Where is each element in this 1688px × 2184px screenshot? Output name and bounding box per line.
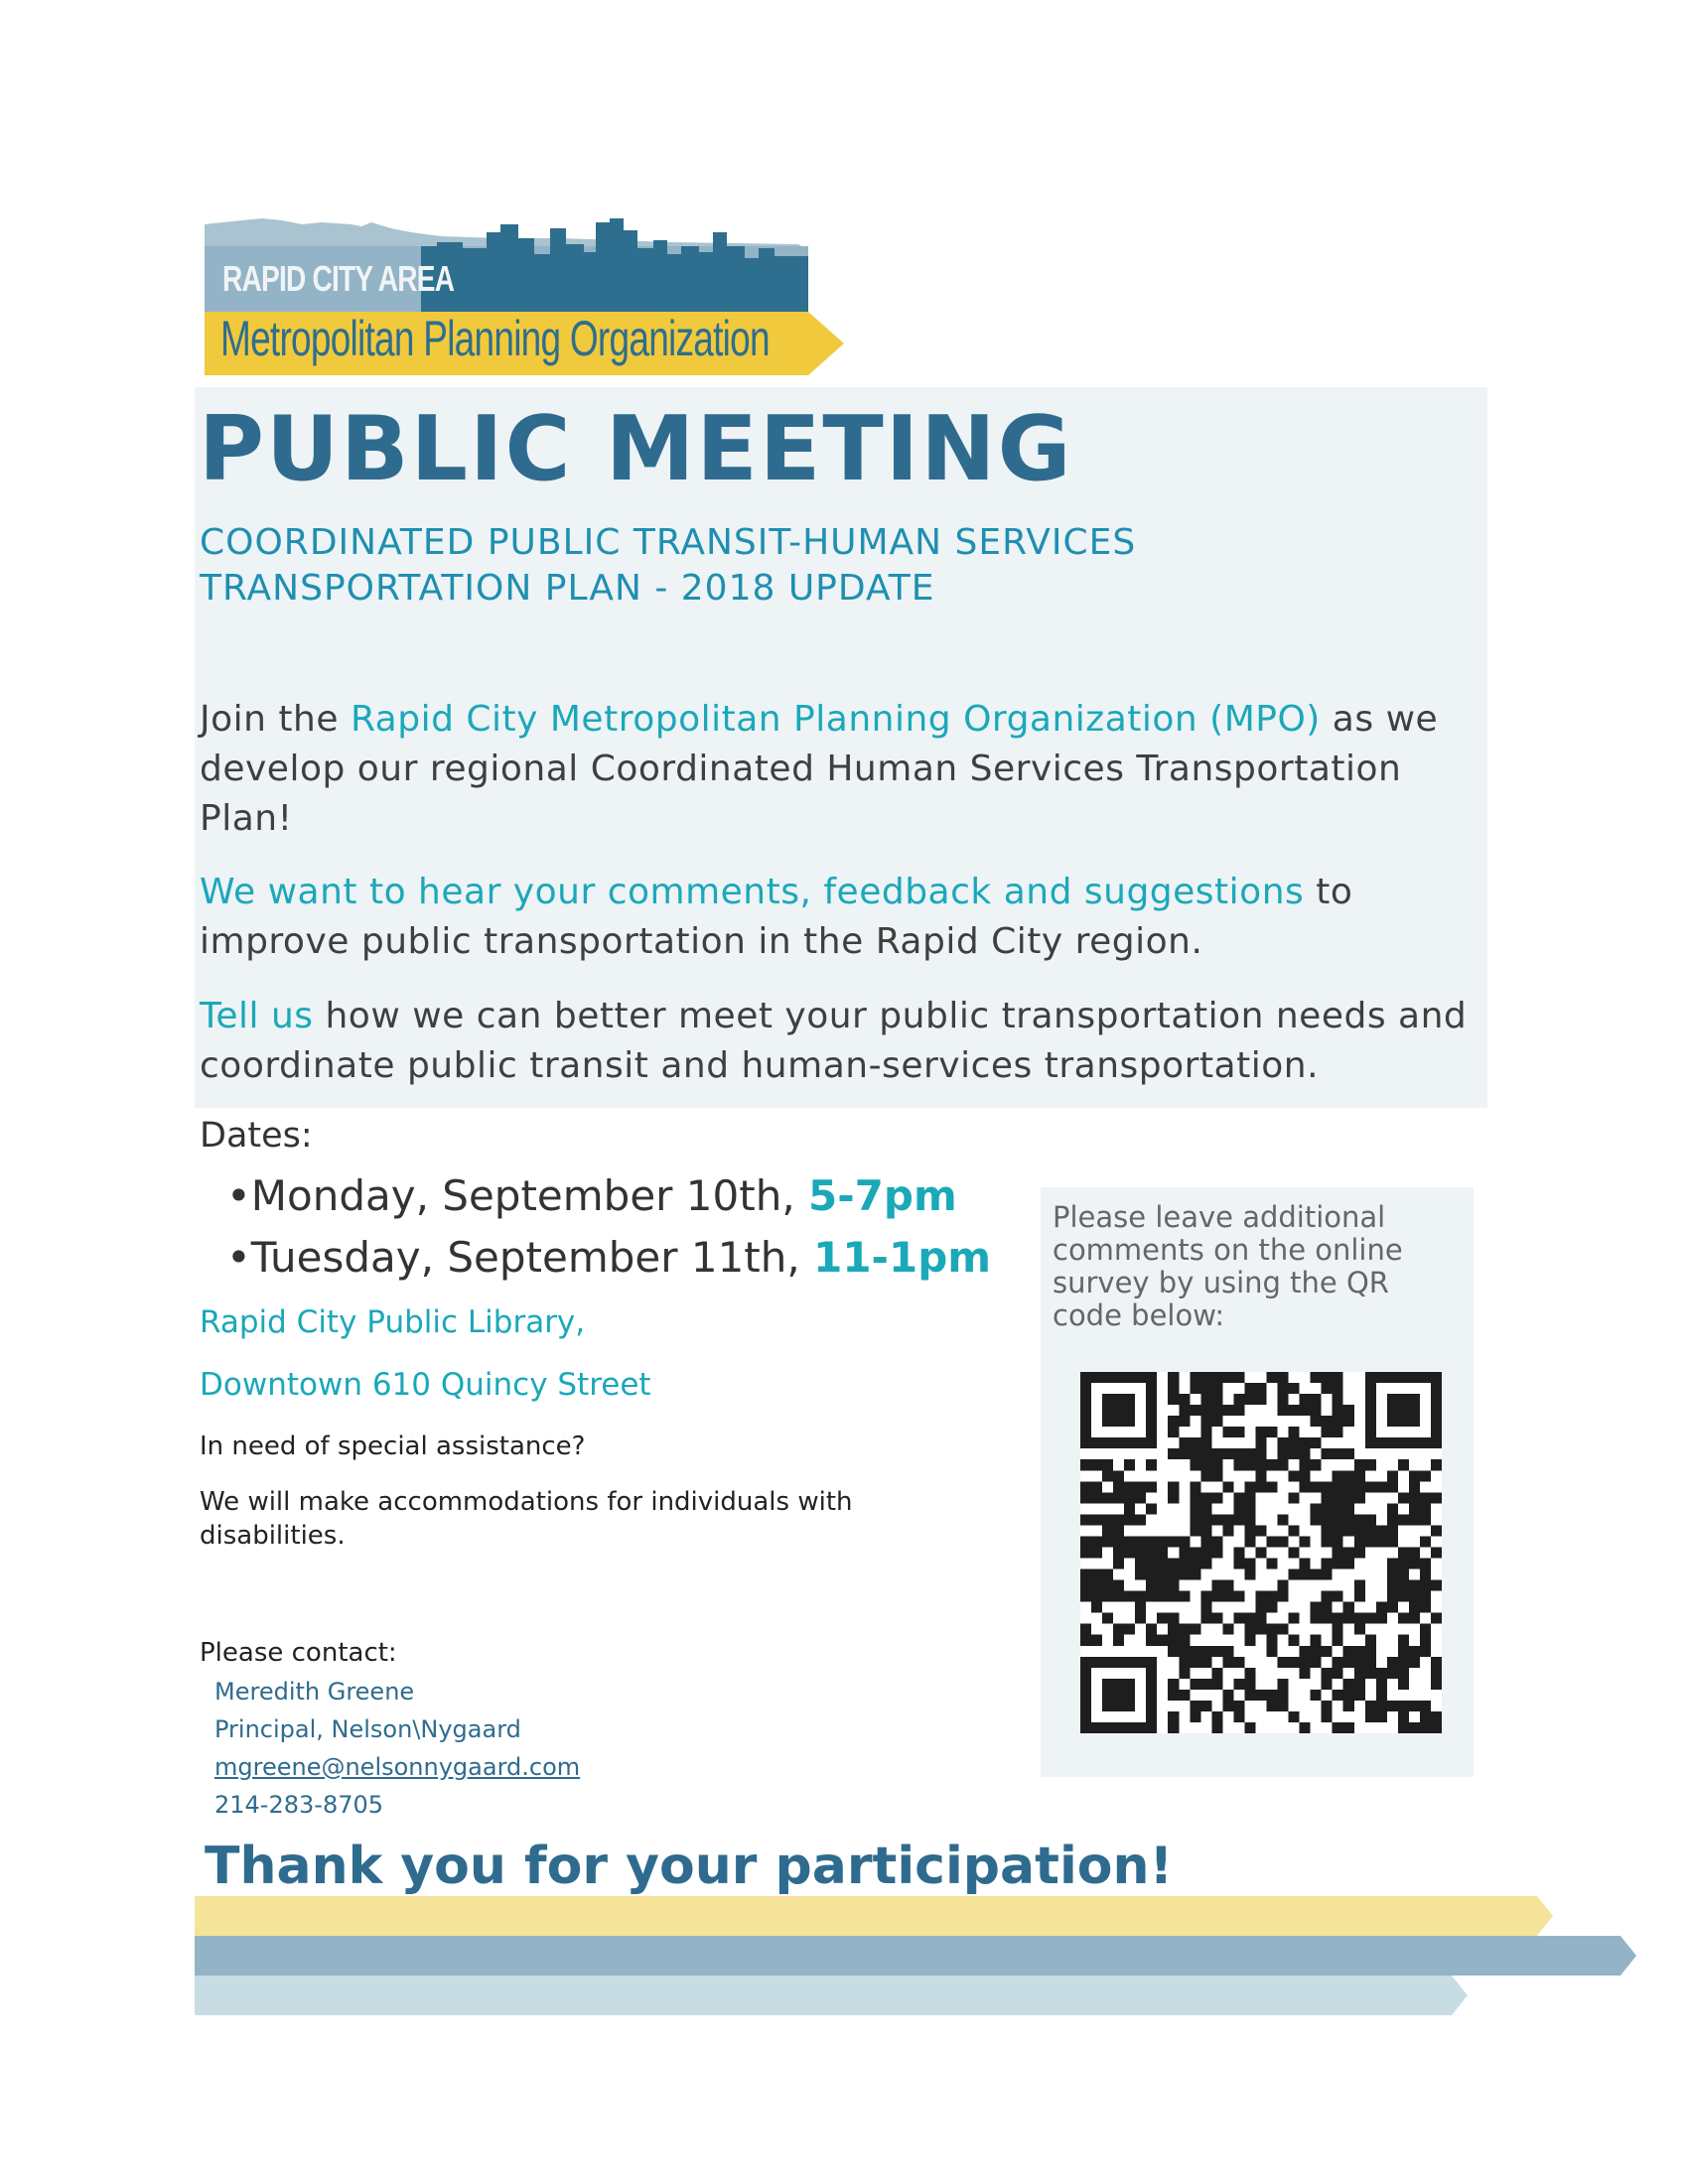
date-item bbox=[226, 1171, 957, 1220]
assistance-answer: We will make accommodations for individuals with disabilities. bbox=[200, 1487, 853, 1551]
contact-role: Principal, Nelson\Nygaard bbox=[214, 1715, 521, 1743]
page-title: PUBLIC MEETING bbox=[199, 397, 1073, 501]
date-item bbox=[226, 1233, 991, 1282]
survey-qr-code[interactable] bbox=[1080, 1372, 1442, 1733]
subtitle-line-1: COORDINATED PUBLIC TRANSIT-HUMAN SERVICES bbox=[200, 522, 1137, 563]
intro-paragraph-2 bbox=[200, 868, 1480, 967]
intro-paragraph-1 bbox=[200, 695, 1480, 844]
date-day: Monday, September 10th, bbox=[250, 1171, 809, 1220]
footer-bands-decoration bbox=[195, 1896, 1644, 2025]
mpo-highlight: Rapid City Metropolitan Planning Organization (MPO) bbox=[350, 699, 1321, 740]
contact-phone: 214-283-8705 bbox=[214, 1791, 384, 1819]
subtitle-line-2: TRANSPORTATION PLAN - 2018 UPDATE bbox=[200, 568, 935, 609]
contact-label: Please contact: bbox=[200, 1638, 397, 1668]
dates-label: Dates: bbox=[200, 1116, 313, 1156]
feedback-highlight: We want to hear your comments, feedback and suggestions bbox=[200, 872, 1305, 912]
contact-email-link[interactable]: mgreene@nelsonnygaard.com bbox=[214, 1753, 581, 1781]
thank-you-message: Thank you for your participation! bbox=[205, 1837, 1174, 1896]
intro-paragraph-3 bbox=[200, 992, 1480, 1091]
intro-text: Join the bbox=[200, 699, 351, 740]
venue-name: Rapid City Public Library, bbox=[200, 1304, 586, 1340]
date-time: 11-1pm bbox=[813, 1233, 992, 1282]
date-day: Tuesday, September 11th, bbox=[250, 1233, 814, 1282]
assistance-question: In need of special assistance? bbox=[200, 1432, 586, 1461]
contact-name: Meredith Greene bbox=[214, 1678, 415, 1706]
qr-instructions: Please leave additional comments on the online survey by using the QR code below: bbox=[1053, 1200, 1403, 1332]
venue-address: Downtown 610 Quincy Street bbox=[200, 1367, 651, 1403]
bullet: • bbox=[226, 1171, 251, 1220]
logo-top-text: RAPID CITY AREA bbox=[222, 258, 455, 299]
intro-text: to improve public transportation in the Rapid City region. bbox=[200, 872, 1353, 962]
bullet: • bbox=[226, 1233, 251, 1282]
logo-bottom-text: Metropolitan Planning Organization bbox=[220, 311, 770, 366]
date-time: 5-7pm bbox=[808, 1171, 957, 1220]
mpo-logo bbox=[203, 218, 858, 375]
intro-text: how we can better meet your public transportation needs and coordinate public transit and human-services transportation. bbox=[200, 996, 1468, 1086]
intro-text: as we develop our regional Coordinated Human Services Transportation Plan! bbox=[200, 699, 1439, 839]
tell-us-highlight: Tell us bbox=[200, 996, 314, 1036]
